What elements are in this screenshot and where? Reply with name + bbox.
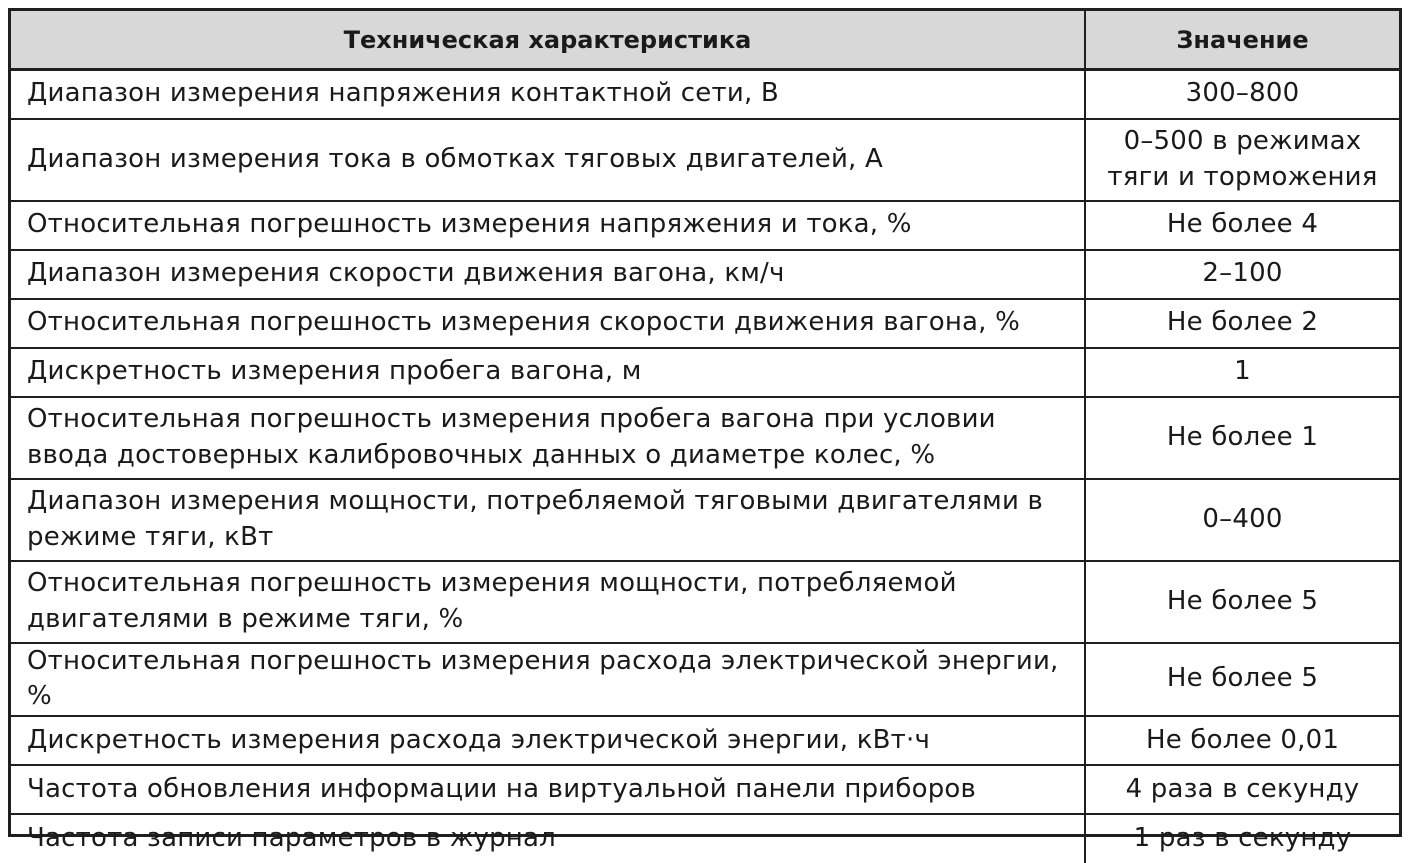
row-parameter: Диапазон измерения тока в обмотках тяговых двигателей, А (11, 119, 1085, 201)
row-value: Не более 5 (1085, 561, 1399, 643)
row-parameter: Частота записи параметров в журнал (11, 814, 1085, 863)
row-value: 0–400 (1085, 479, 1399, 561)
header-characteristic: Техническая характеристика (11, 11, 1085, 70)
table-row (11, 561, 1399, 643)
table-row (11, 299, 1399, 348)
row-parameter: Относительная погрешность измерения пробега вагона при условии ввода достоверных калибровочных данных о диаметре колес, % (11, 397, 1085, 479)
row-value: 4 раза в секунду (1085, 765, 1399, 814)
row-value: Не более 2 (1085, 299, 1399, 348)
table-header-row (11, 11, 1399, 70)
row-parameter: Диапазон измерения напряжения контактной сети, В (11, 70, 1085, 119)
row-value: 1 раз в секунду (1133, 823, 1352, 854)
row-parameter: Частота обновления информации на виртуальной панели приборов (11, 765, 1085, 814)
row-value: 2–100 (1085, 250, 1399, 299)
row-parameter: Дискретность измерения расхода электрической энергии, кВт·ч (11, 716, 1085, 765)
table-row (11, 201, 1399, 250)
row-value: Не более 5 (1085, 643, 1399, 717)
table-row (11, 70, 1399, 119)
row-parameter: Относительная погрешность измерения напряжения и тока, % (11, 201, 1085, 250)
row-parameter: Диапазон измерения скорости движения вагона, км/ч (11, 250, 1085, 299)
row-value: 300–800 (1085, 70, 1399, 119)
table-row (11, 348, 1399, 397)
row-value: Не более 1 (1085, 397, 1399, 479)
table-row (11, 397, 1399, 479)
row-value: 1 (1085, 348, 1399, 397)
table-row (11, 250, 1399, 299)
table-row (11, 765, 1399, 814)
table-row (11, 479, 1399, 561)
row-parameter: Относительная погрешность измерения мощности, потребляемой двигателями в режиме тяги, % (11, 561, 1085, 643)
row-value: 0–500 в режимах тяги и торможения (1085, 119, 1399, 201)
row-parameter: Относительная погрешность измерения скорости движения вагона, % (11, 299, 1085, 348)
row-parameter: Относительная погрешность измерения расхода электрической энергии, % (11, 643, 1085, 717)
row-value: Не более 0,01 (1085, 716, 1399, 765)
row-parameter: Диапазон измерения мощности, потребляемой тяговыми двигателями в режиме тяги, кВт (11, 479, 1085, 561)
table-row (11, 119, 1399, 201)
header-value: Значение (1085, 11, 1399, 70)
table-row (11, 716, 1399, 765)
table-row (11, 814, 1399, 863)
row-parameter: Дискретность измерения пробега вагона, м (11, 348, 1085, 397)
specs-table-container (8, 8, 1402, 854)
row-value: Не более 4 (1085, 201, 1399, 250)
table-row (11, 643, 1399, 717)
specs-table (11, 11, 1399, 863)
